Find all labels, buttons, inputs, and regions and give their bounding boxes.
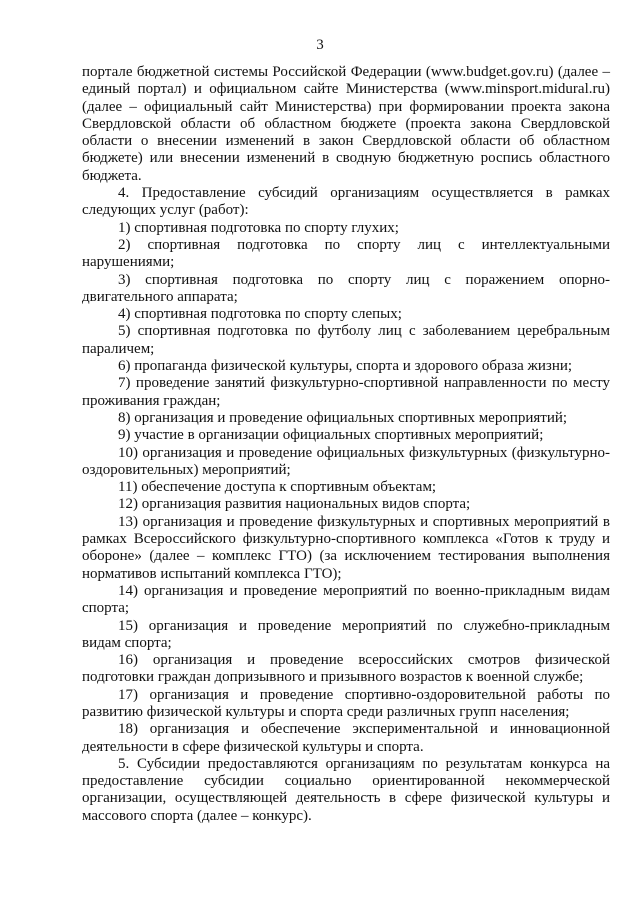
list-item-service-8: 8) организация и проведение официальных спортивных мероприятий; bbox=[118, 409, 568, 426]
paragraph-item-5: 5. Субсидии предоставляются организациям по результатам конкурса на предоставление субсидии социально ориентированной некоммерческой организации, осуществляющей деятельность в сфере физической культуры и массового спорта (далее – конкурс). bbox=[82, 755, 610, 824]
list-item-service-4: 4) спортивная подготовка по спорту слепых; bbox=[118, 306, 402, 323]
list-item-service-2: 2) спортивная подготовка по спорту лиц с интеллектуальными нарушениями; bbox=[82, 236, 610, 271]
list-item-service-3: 3) спортивная подготовка по спорту лиц с поражением опорно-двигательного аппарата; bbox=[82, 271, 610, 305]
list-item-service-11: 11) обеспечение доступа к спортивным объектам; bbox=[118, 479, 437, 496]
paragraph-item-4: 4. Предоставление субсидий организациям осуществляется в рамках следующих услуг (работ): bbox=[82, 185, 610, 219]
list-item-service-18: 18) организация и обеспечение экспериментальной и инновационной деятельности в сфере физической культуры и спорта. bbox=[82, 721, 610, 755]
page-number: 3 bbox=[316, 37, 324, 53]
list-item-service-16: 16) организация и проведение всероссийских смотров физической подготовки граждан допризывного и призывного возрастов к военной службе; bbox=[82, 652, 610, 686]
list-item-service-12: 12) организация развития национальных видов спорта; bbox=[118, 496, 471, 513]
list-item-service-14: 14) организация и проведение мероприятий по военно-прикладным видам спорта; bbox=[82, 582, 610, 617]
paragraph-intro-continuation: порталe бюджетной системы Российской Федерации (www.budget.gov.ru) (далее – единый портал) и официальном сайте Министерства (www.minsport.midural.ru) (далее – официальный сайт Министерства) при формировании проекта закона Свердловской области об областном бюджете (проекта закона Свердловской области о внесении изменений в закон Свердловской области об областном бюджете) или внесении изменений в сводную бюджетную роспись областного бюджета. bbox=[82, 64, 610, 184]
list-item-service-1: 1) спортивная подготовка по спорту глухих; bbox=[118, 219, 399, 236]
list-item-service-9: 9) участие в организации официальных спортивных мероприятий; bbox=[118, 427, 544, 444]
list-item-service-7: 7) проведение занятий физкультурно-спортивной направленности по месту проживания граждан; bbox=[82, 375, 610, 409]
list-item-service-5: 5) спортивная подготовка по футболу лиц с заболеванием церебральным параличем; bbox=[82, 323, 610, 357]
list-item-service-15: 15) организация и проведение мероприятий по служебно-прикладным видам спорта; bbox=[82, 617, 610, 651]
list-item-service-10: 10) организация и проведение официальных физкультурных (физкультурно-оздоровительных) мероприятий; bbox=[82, 444, 610, 478]
list-item-service-17: 17) организация и проведение спортивно-оздоровительной работы по развитию физической культуры и спорта среди различных групп населения; bbox=[82, 686, 610, 720]
document-body bbox=[82, 64, 610, 825]
list-item-service-13: 13) организация и проведение физкультурных и спортивных мероприятий в рамках Всероссийского физкультурно-спортивного комплекса «Готов к труду и обороне» (далее – комплекс ГТО) (за исключением тестирования выполнения нормативов испытаний комплекса ГТО); bbox=[82, 513, 610, 582]
list-item-service-6: 6) пропаганда физической культуры, спорта и здорового образа жизни; bbox=[118, 358, 573, 375]
